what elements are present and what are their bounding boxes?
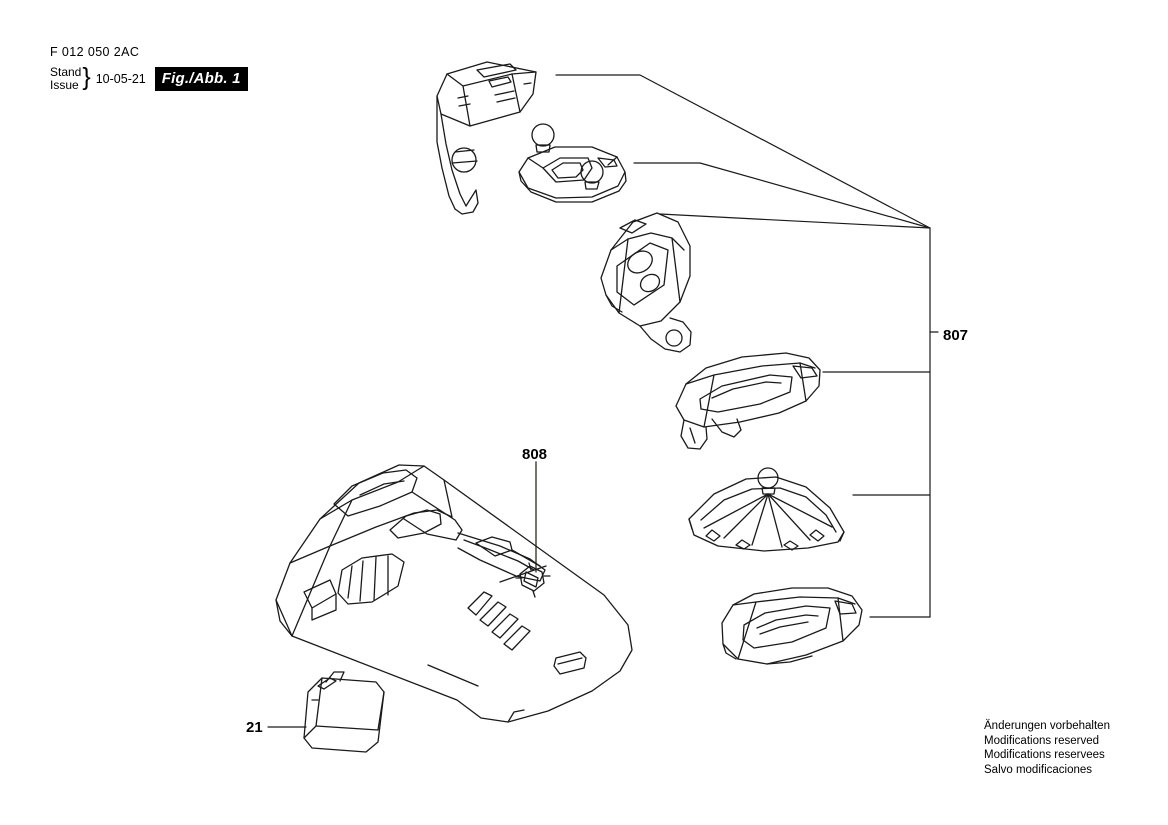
brace-glyph: } <box>82 63 91 91</box>
footer-line-fr: Modifications reservees <box>984 749 1105 762</box>
part-fan-bracket <box>689 468 844 551</box>
part-mounting-bracket <box>437 62 536 214</box>
part-wall-mount-plate <box>722 588 862 664</box>
revision-date: 10-05-21 <box>95 71 146 86</box>
part-rail-adapter <box>676 353 820 449</box>
leader-lines-807 <box>556 75 938 617</box>
figure-badge: Fig./Abb. 1 <box>155 67 248 91</box>
footer-line-de: Änderungen vorbehalten <box>984 720 1110 732</box>
callout-807: 807 <box>943 327 969 344</box>
footer-line-en: Modifications reserved <box>984 734 1100 747</box>
stand-label: Stand <box>50 65 82 79</box>
callout-808: 808 <box>522 446 548 463</box>
part-laser-level-body <box>276 465 632 722</box>
footer-line-es: Salvo modificaciones <box>984 763 1093 776</box>
part-number: F 012 050 2AC <box>50 45 140 59</box>
part-battery-cover <box>304 672 384 752</box>
part-swivel-base <box>519 124 626 202</box>
issue-label: Issue <box>50 77 79 92</box>
part-clamp-module <box>601 213 691 352</box>
callout-21: 21 <box>246 719 263 736</box>
